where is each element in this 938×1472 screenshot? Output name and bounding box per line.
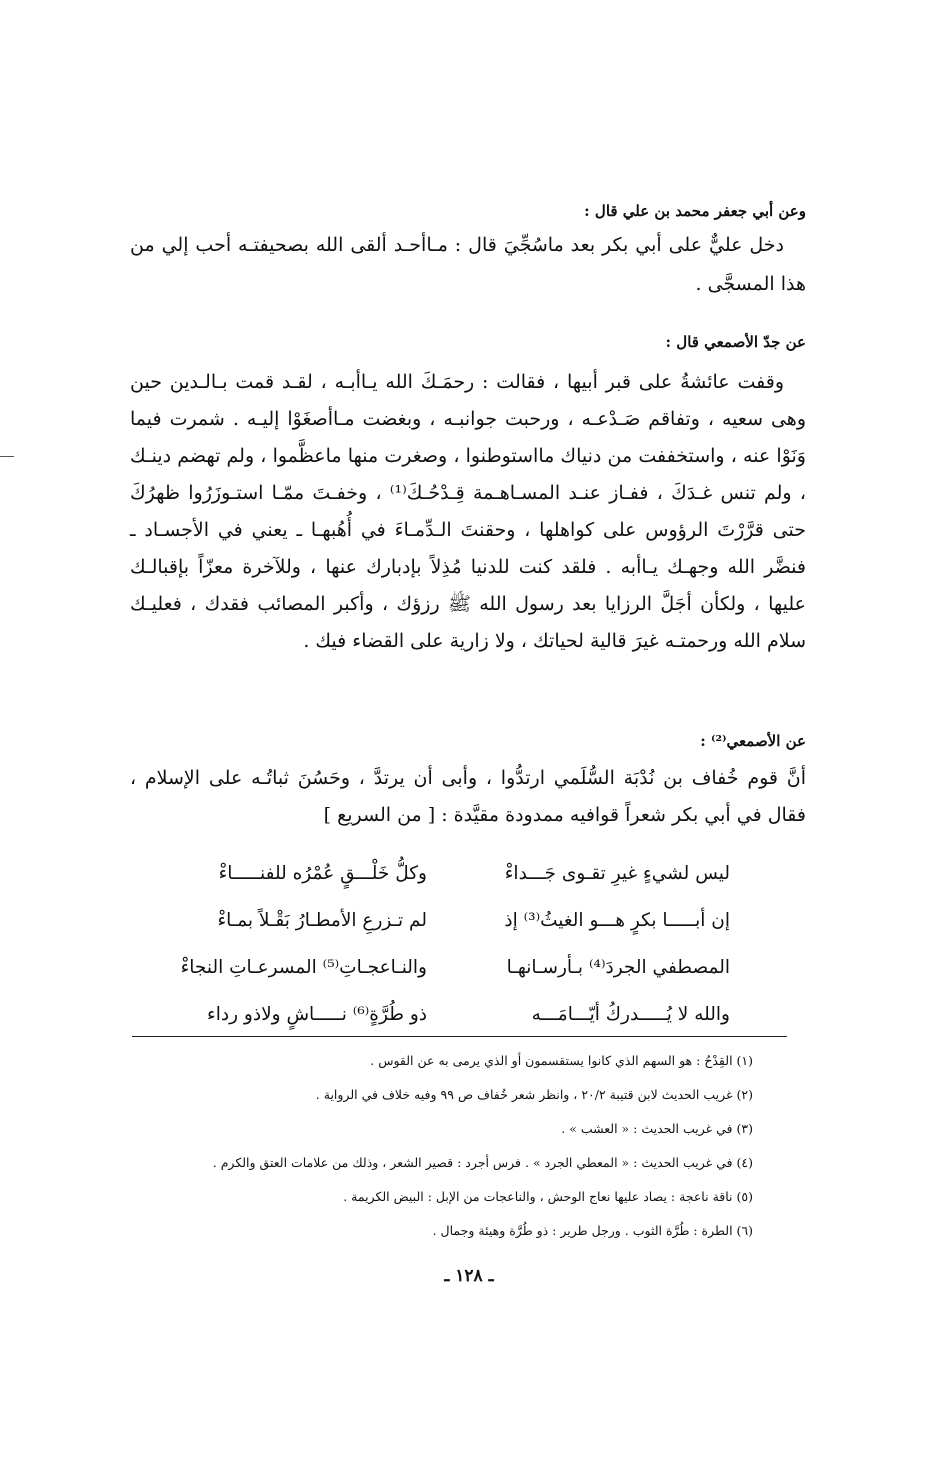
footnote: (٥) ناقة ناعجة : يصاد عليها نعاج الوحش ، والناعجات من الإبل : البيض الكريمة . [343, 1189, 753, 1204]
poem-hemistich-first: إن أبـــــا بكرٍ هـــو الغيثُ⁽³⁾ إذ [504, 910, 730, 931]
poem-verse [165, 850, 730, 897]
footnote: (٤) في غريب الحديث : « المعطي الجرد » . فرس أجرد : قصير الشعر ، وذلك من علامات العتق والكرم . [212, 1155, 753, 1170]
poem-hemistich-second: والنـاعجـاتِ⁽⁵⁾ المسرعـاتِ النجاءْ [180, 957, 427, 978]
poem-verse [165, 944, 730, 991]
section-heading-asmai-grandfather: عن جدّ الأصمعي قال : [665, 333, 806, 351]
footnote-divider [132, 1036, 787, 1037]
poem-verse [165, 991, 730, 1038]
footnote: (١) القِدْحُ : هو السهم الذي كانوا يستقسمون أو الذي يرمى به عن القوس . [370, 1053, 753, 1068]
margin-mark [0, 456, 14, 457]
poem-hemistich-second: لم تـزرعِ الأمطـارُ بَقْـلاً بمـاءْ [217, 910, 427, 931]
poem-hemistich-first: ليس لشيءٍ غيرِ تقـوى جَـــداءْ [504, 863, 730, 884]
footnote: (٢) غريب الحديث لابن قتيبة ٢٠/٢ ، وانظر شعر خُفاف ص ٩٩ وفيه خلاف في الرواية . [315, 1087, 753, 1102]
page-number: ـ ١٢٨ ـ [444, 1266, 494, 1286]
poem-hemistich-first: المصطفي الجردَ⁽⁴⁾ بـأرسـانهـا [506, 957, 730, 978]
footnote: (٣) في غريب الحديث : « العشب » . [561, 1121, 753, 1136]
poem-hemistich-first: والله لا يُـــــدركُ أيّـــامَـــه [531, 1004, 730, 1025]
paragraph-khufaf: أنَّ قوم خُفاف بن نُدْبَة السُّلَمي ارتدُّوا ، وأبى أن يرتدَّ ، وحَسُنَ ثباتُـه على الإسلام ، فقال في أبي بكر شعراً قوافيه ممدودة مقيَّدة : [ من السريع ] [130, 767, 806, 826]
footnotes [133, 1044, 753, 1248]
poem-verse [165, 897, 730, 944]
poem-hemistich-second: وكلُّ خَلْـــقٍ عُمْرُه للفنـــــاءْ [218, 863, 427, 884]
poem [165, 850, 730, 1038]
poem-hemistich-second: ذو طُرَّةٍ⁽⁶⁾ نـــــاشٍ ولاذو رداء [207, 1004, 427, 1025]
footnote: (٦) الطرة : طُرَّة الثوب . ورجل طرير : ذو طُرَّة وهيئة وجمال . [432, 1223, 753, 1238]
section-heading-asmai: عن الأصمعي⁽²⁾ : [700, 732, 806, 750]
paragraph-ali-abu-bakr: دخل عليٌّ على أبي بكر بعد ماسُجِّيَ قال : مـاأحـد ألقى الله بصحيفتـه أحب إلي من هذا المسجَّى . [130, 234, 806, 295]
paragraph-aisha-eulogy: وقفت عائشةُ على قبر أبيها ، فقالت : رحمَـكَ الله يـاأبـه ، لقـد قمت بـالـدين حين وهى سعيه ، وتفاقم صَـدْعـه ، ورحبت جوانبـه ، وبغضت مـاأصغَوْا إليـه . شمرت فيما وَنَوْا عنه ، واستخففت من دنياك مااستوطنوا ، وصغرت منها ماعظَّموا ، ولم تهضم دينـك ، ولم تنس غـدَكَ ، ففـاز عنـد المسـاهـمة قِـدْحُـكَ⁽¹⁾ ، وخفـتَ ممّـا استـوزَرُوا ظهرُكَ حتى قرَّرْتَ الرؤوس على كواهلها ، وحقنتَ الـدِّمـاءَ في أُهُبهـا ـ يعني في الأجسـاد ـ فنضَّر الله وجهـك يـاأبه . فلقد كنت للدنيا مُذِلاً بإدبارك عنها ، وللآخرة معزّاً بإقبالـك عليها ، ولكأن أجَلَّ الرزايا بعد رسول الله ﷺ رزؤك ، وأكبر المصائب فقدك ، فعليـك سلام الله ورحمتـه غيرَ قالية لحياتك ، ولا زارية على القضاء فيك . [130, 371, 806, 652]
section-heading-abu-jafar: وعن أبي جعفر محمد بن علي قال : [584, 202, 806, 220]
